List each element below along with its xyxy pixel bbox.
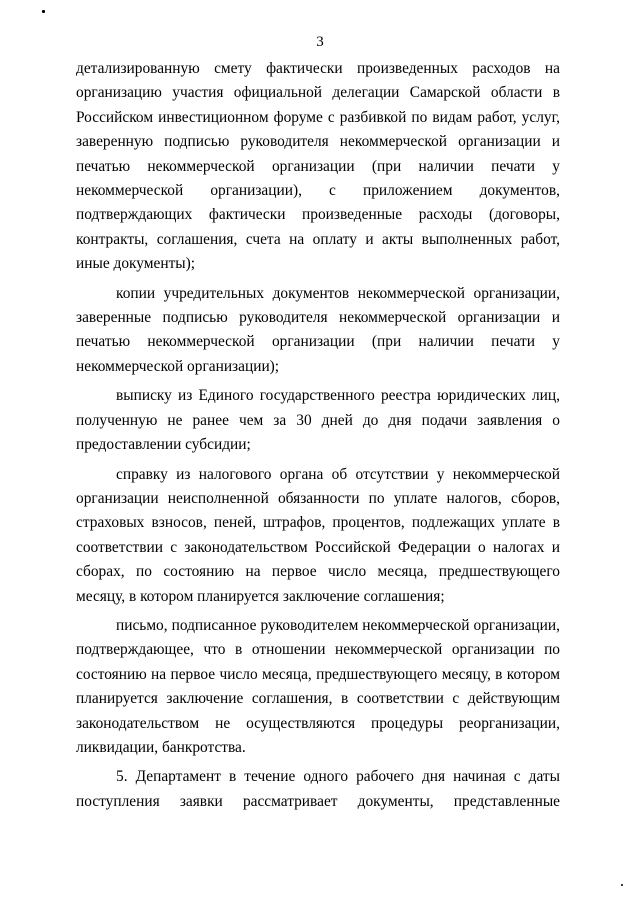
scan-speck xyxy=(621,884,623,886)
paragraph-item-5: 5. Департамент в течение одного рабочего дня начиная с даты поступления заявки рассматривает документы, представленные xyxy=(76,768,560,810)
paragraph-founding-documents: копии учредительных документов некоммерческой организации, заверенные подписью руководителя некоммерческой организации и печатью некоммерческой организации (при наличии печати у некоммерческой организации); xyxy=(76,284,560,375)
paragraph-tax-certificate: справку из налогового органа об отсутствии у некоммерческой организации неисполненной обязанности по уплате налогов, сборов, страховых взносов, пеней, штрафов, процентов, подлежащих уплате в соответствии с законодательством Российской Федерации о налогах и сборах, по состоянию на первое число месяца, предшествующего месяцу, в котором планируется заключение соглашения; xyxy=(76,465,560,605)
paragraph-letter: письмо, подписанное руководителем некоммерческой организации, подтверждающее, что в отношении некоммерческой организации по состоянию на первое число месяца, предшествующего месяцу, в котором планируется заключение соглашения, в соответствии с действующим законодательством не осуществляются процедуры реорганизации, ликвидации, банкротства. xyxy=(76,616,560,756)
paragraph-expense-estimate: детализированную смету фактически произведенных расходов на организацию участия официальной делегации Самарской области в Российском инвестиционном форуме с разбивкой по видам работ, услуг, заверенную подписью руководителя некоммерческой организации и печатью некоммерческой организации (при наличии печати у некоммерческой организации), с приложением документов, подтверждающих фактически произведенные расходы (договоры, контракты, соглашения, счета на оплату и акты выполненных работ, иные документы); xyxy=(76,60,560,273)
scan-speck xyxy=(42,10,45,13)
paragraph-registry-extract: выписку из Единого государственного реестра юридических лиц, полученную не ранее чем за 30 дней до дня подачи заявления о предоставлении субсидии; xyxy=(76,387,560,454)
page-number: 3 xyxy=(316,34,324,50)
document-body xyxy=(76,57,560,814)
